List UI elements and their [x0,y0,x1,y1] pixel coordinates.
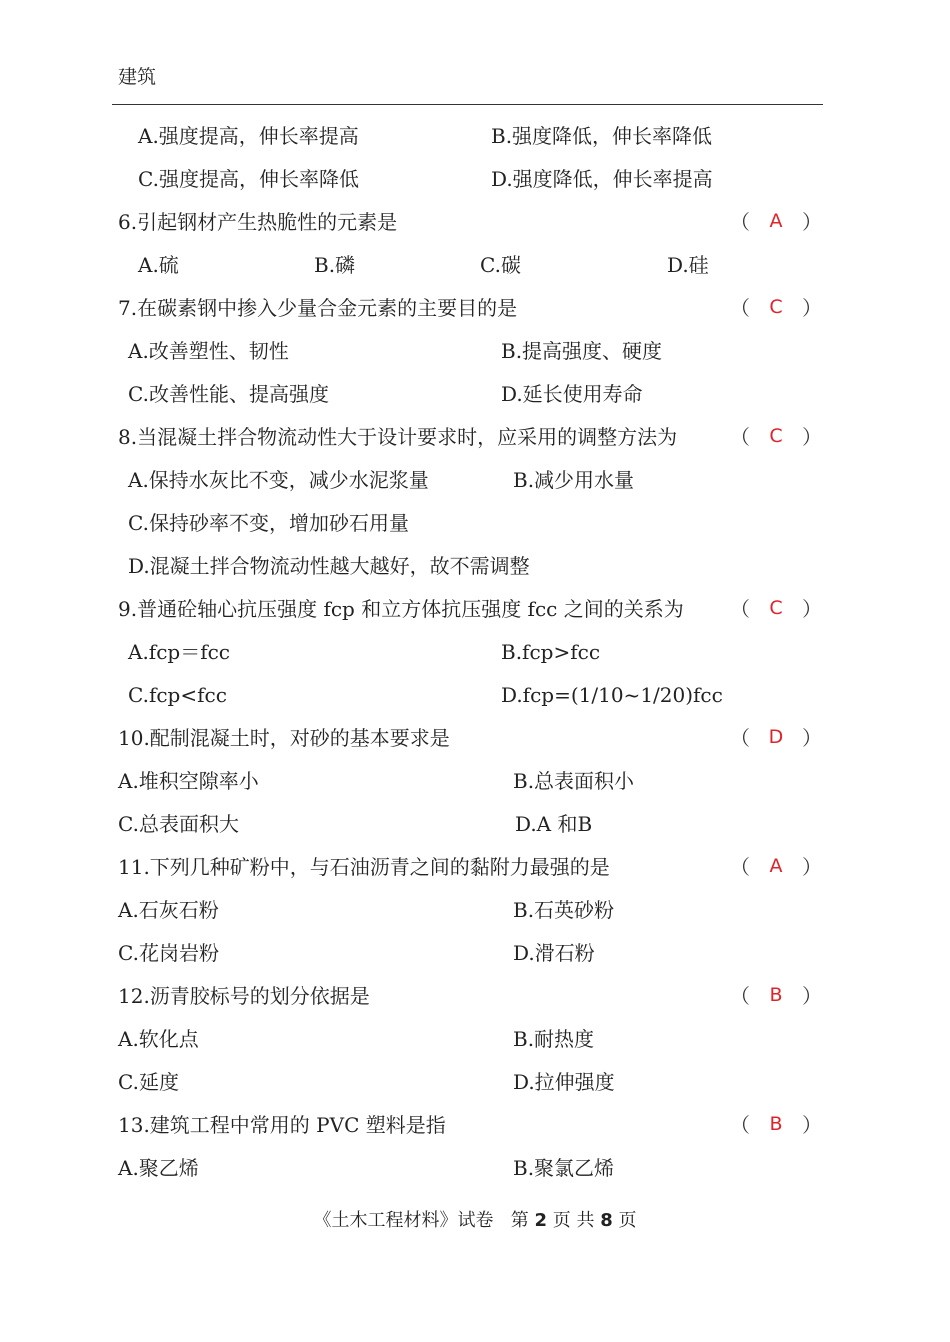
paren-open: （ [730,984,750,1008]
footer-title: 《土木工程材料》试卷 [313,1210,494,1231]
question-6-text: 6.引起钢材产生热脆性的元素是 [118,210,398,234]
question-8-answer [730,427,822,447]
question-7-text: 7.在碳素钢中掺入少量合金元素的主要目的是 [118,296,518,320]
paren-close: ） [801,984,822,1008]
question-11-option-c: C.花岗岩粉 [118,941,219,965]
paren-close: ） [801,726,822,750]
question-7-option-d: D.延长使用寿命 [501,382,643,406]
question-6-option-a: A.硫 [138,253,179,277]
paren-open: （ [730,210,750,234]
paren-close: ） [802,855,822,879]
question-8-option-a: A.保持水灰比不变，减少水泥浆量 [128,468,429,492]
question-12-answer [730,986,822,1006]
paren-open: （ [730,1113,750,1137]
question-8-option-b: B.减少用水量 [513,468,635,492]
footer-page-number: 2 [534,1210,547,1231]
question-11-option-b: B.石英砂粉 [513,898,615,922]
question-9-option-d: D.fcp=(1/10~1/20)fcc [501,683,723,707]
question-6-answer [730,212,822,232]
question-7-option-c: C.改善性能、提高强度 [128,382,329,406]
paren-close: ） [802,597,822,621]
paren-open: （ [730,597,750,621]
question-9-text: 9.普通砼轴心抗压强度 fcp 和立方体抗压强度 fcc 之间的关系为 [118,597,684,621]
question-8-option-d: D.混凝土拌合物流动性越大越好，故不需调整 [128,554,530,578]
header-rule [112,104,823,105]
paren-open: （ [730,296,750,320]
question-10-answer [730,728,822,748]
question-6-option-d: D.硅 [667,253,709,277]
question-12-text: 12.沥青胶标号的划分依据是 [118,984,370,1008]
q5-option-b: B.强度降低，伸长率降低 [491,124,713,148]
question-10-text: 10.配制混凝土时，对砂的基本要求是 [118,726,450,750]
answer-letter: B [769,1113,783,1135]
question-12-option-c: C.延度 [118,1070,179,1094]
question-6-option-b: B.磷 [314,253,356,277]
question-12-option-d: D.拉伸强度 [513,1070,615,1094]
answer-letter: C [769,425,783,447]
question-12-option-a: A.软化点 [118,1027,199,1051]
question-8-text: 8.当混凝土拌合物流动性大于设计要求时，应采用的调整方法为 [118,425,678,449]
question-6-option-c: C.碳 [480,253,521,277]
question-11-text: 11.下列几种矿粉中，与石油沥青之间的黏附力最强的是 [118,855,610,879]
question-7-answer [730,298,822,318]
paren-open: （ [730,855,750,879]
footer-page-prefix: 第 [510,1210,529,1231]
footer-page-mid: 页 共 [552,1210,595,1231]
question-9-option-b: B.fcp>fcc [501,640,601,664]
question-8-option-c: C.保持砂率不变，增加砂石用量 [128,511,409,535]
question-13-option-b: B.聚氯乙烯 [513,1156,615,1180]
answer-letter: B [769,984,783,1006]
q5-option-d: D.强度降低，伸长率提高 [491,167,713,191]
question-13-answer [730,1115,822,1135]
question-7-option-b: B.提高强度、硬度 [501,339,663,363]
q5-option-c: C.强度提高，伸长率降低 [138,167,359,191]
paren-close: ） [801,1113,822,1137]
answer-letter: A [769,855,783,877]
paren-close: ） [802,296,822,320]
question-10-option-d: D.A 和B [515,812,593,836]
question-10-option-c: C.总表面积大 [118,812,239,836]
question-11-option-a: A.石灰石粉 [118,898,219,922]
footer-page-suffix: 页 [618,1210,637,1231]
answer-letter: D [768,726,784,748]
question-13-text: 13.建筑工程中常用的 PVC 塑料是指 [118,1113,446,1137]
question-7-option-a: A.改善塑性、韧性 [128,339,289,363]
question-11-answer [730,857,822,877]
paren-close: ） [802,425,822,449]
q5-option-a: A.强度提高，伸长率提高 [138,124,359,148]
footer-page-total: 8 [600,1210,613,1231]
question-12-option-b: B.耐热度 [513,1027,595,1051]
question-9-option-a: A.fcp＝fcc [128,640,231,664]
question-10-option-b: B.总表面积小 [513,769,635,793]
paren-open: （ [730,425,750,449]
question-9-option-c: C.fcp<fcc [128,683,227,707]
question-13-option-a: A.聚乙烯 [118,1156,199,1180]
answer-letter: C [769,296,783,318]
question-9-answer [730,599,822,619]
paren-close: ） [802,210,822,234]
answer-letter: A [769,210,783,232]
running-header: 建筑 [118,66,157,88]
question-11-option-d: D.滑石粉 [513,941,595,965]
answer-letter: C [769,597,783,619]
page-footer [0,1206,950,1232]
question-10-option-a: A.堆积空隙率小 [118,769,259,793]
paren-open: （ [730,726,750,750]
